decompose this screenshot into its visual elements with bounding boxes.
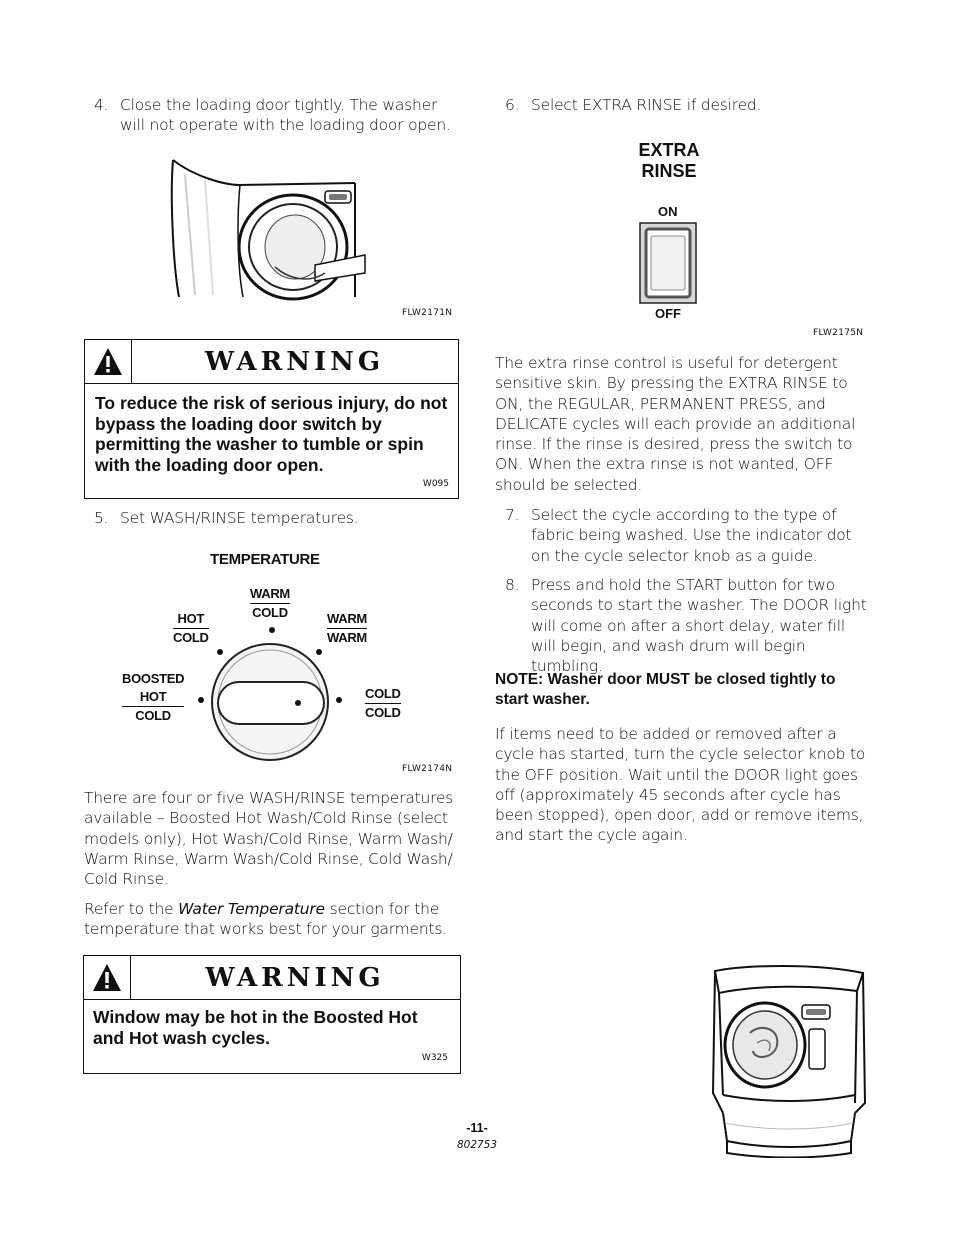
warning-icon-cell	[85, 340, 132, 383]
warning-header	[85, 340, 458, 384]
extra-rinse-paragraph: The extra rinse control is useful for detergent sensitive skin. By pressing the EXTRA RINSE to ON, the REGULAR, PERMANENT PRESS, and DELICATE cycles will each provide an additional rinse. If the rinse is desired, press the switch to ON. When the extra rinse is not wanted, OFF should be selected.	[495, 354, 856, 494]
step-text: Select the cycle according to the type of fabric being washed. Use the indicator dot on the cycle selector knob as a guide.	[531, 506, 852, 565]
step-text: Press and hold the START button for two seconds to start the washer. The DOOR light will come on after a short delay, water fill will begin, and wash drum will begin tumbling.	[531, 576, 867, 676]
switch-off-label: OFF	[655, 306, 681, 321]
step-text: Select EXTRA RINSE if desired.	[531, 96, 762, 114]
dial-knob-icon	[120, 548, 410, 763]
document-number: 802753	[456, 1139, 498, 1151]
step-7	[505, 505, 870, 566]
step-number: 4.	[94, 96, 109, 114]
step-number: 5.	[94, 509, 109, 527]
figure-caption: FLW2174N	[402, 764, 453, 774]
warning-text: To reduce the risk of serious injury, do not bypass the loading door switch by permitting the washer to tumble or spin with the loading door open.	[95, 393, 448, 475]
warning-title: WARNING	[204, 346, 385, 377]
warning-title: WARNING	[205, 962, 385, 993]
dial-label-warm-warm: WARM WARM	[327, 611, 367, 645]
step-number: 7.	[505, 506, 520, 524]
warning-triangle-icon	[93, 347, 123, 377]
step-text: Close the loading door tightly. The washer will not operate with the loading door open.	[120, 96, 451, 135]
warning-triangle-icon	[92, 963, 122, 993]
door-note: NOTE: Washer door MUST be closed tightly to start washer.	[495, 671, 836, 709]
step-6	[505, 95, 875, 115]
figure-caption: FLW2175N	[813, 328, 864, 338]
page-number: -11-	[466, 1121, 488, 1135]
add-remove-paragraph: If items need to be added or removed after a cycle has started, turn the cycle selector knob to the OFF position. Wait until the DOOR light goes off (approximately 45 seconds after cycle has been stopped), open door, add or remove items, and start the cycle again.	[495, 725, 866, 845]
dial-label-warm-cold: WARM COLD	[250, 586, 290, 620]
temperature-dial	[120, 548, 410, 763]
temperature-paragraph: There are four or five WASH/RINSE temperatures available – Boosted Hot Wash/Cold Rinse (select models only), Hot Wash/Cold Rinse, Warm Wash/ Warm Rinse, Warm Wash/Cold Rinse, Cold Wash/ Cold Rinse.	[84, 789, 454, 889]
warning-box	[84, 339, 459, 499]
step-4	[94, 95, 464, 136]
dial-title: TEMPERATURE	[210, 551, 320, 568]
figure-caption: FLW2171N	[402, 308, 453, 318]
warning-icon-cell	[84, 956, 131, 999]
extra-rinse-title: EXTRA RINSE	[638, 140, 700, 181]
washer-door-illustration	[165, 155, 370, 303]
dial-label-cold-cold: COLD COLD	[365, 686, 401, 720]
step-5	[94, 508, 464, 528]
extra-rinse-switch	[620, 138, 720, 328]
warning-text: Window may be hot in the Boosted Hot and Hot wash cycles.	[93, 1007, 418, 1048]
rocker-switch-icon	[639, 222, 697, 304]
warning-code: W095	[422, 479, 449, 489]
step-8	[505, 575, 870, 676]
water-temperature-paragraph: Refer to the Water Temperature section for the temperature that works best for your garments.	[84, 900, 447, 939]
warning-header	[84, 956, 460, 1000]
warning-box	[83, 955, 461, 1074]
step-number: 6.	[505, 96, 520, 114]
dial-label-boosted-hot-cold: BOOSTED HOT COLD	[122, 671, 185, 723]
step-number: 8.	[505, 576, 520, 594]
warning-code: W325	[421, 1053, 448, 1063]
dial-label-hot-cold: HOT COLD	[173, 611, 209, 645]
step-text: Set WASH/RINSE temperatures.	[120, 509, 359, 527]
switch-on-label: ON	[658, 204, 678, 219]
